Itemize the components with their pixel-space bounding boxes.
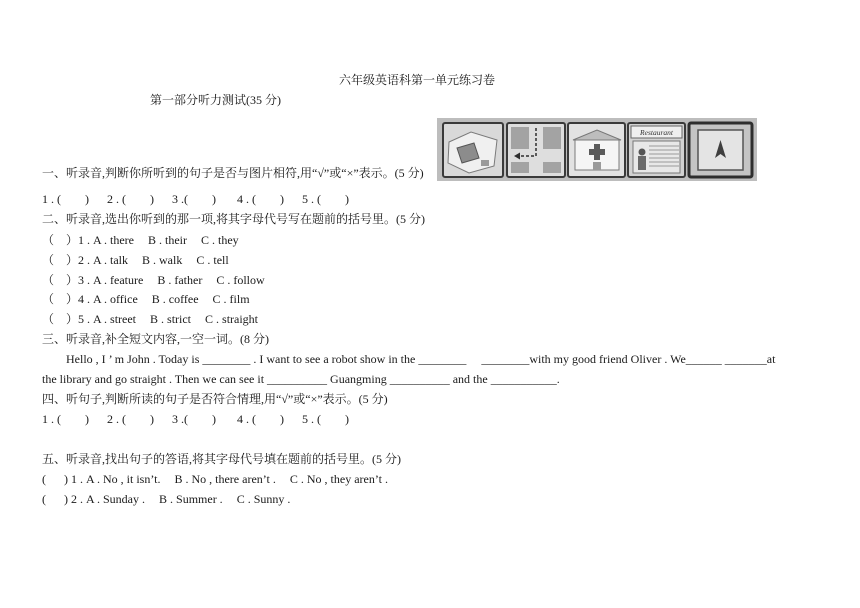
option-b: B . father bbox=[157, 273, 203, 287]
question-row bbox=[42, 471, 388, 487]
option-c: C . film bbox=[212, 292, 250, 306]
section1-header bbox=[42, 165, 424, 181]
option-a: A . office bbox=[93, 292, 138, 306]
option-a: A . talk bbox=[93, 253, 129, 267]
answer-bracket: （ ） bbox=[42, 233, 79, 247]
answer-blank: 4 . ( ) bbox=[237, 412, 284, 426]
question-number: 1 . bbox=[78, 233, 91, 247]
answer-bracket: （ ） bbox=[42, 253, 79, 267]
answer-blank: 3 .( ) bbox=[172, 192, 216, 206]
answer-blank: 1 . ( ) bbox=[42, 412, 89, 426]
section2-header-text: 二、听录音,选出你听到的那一项,将其字母代号写在题前的括号里。(5 分) bbox=[42, 212, 425, 226]
answer-blank: 5 . ( ) bbox=[302, 192, 349, 206]
page-title-text: 六年级英语科第一单元练习卷 bbox=[339, 73, 496, 87]
question-row bbox=[42, 291, 250, 307]
answer-blank: 5 . ( ) bbox=[302, 412, 349, 426]
option-a: A . feature bbox=[93, 273, 144, 287]
map-icon bbox=[443, 123, 503, 177]
option-b: B . Summer . bbox=[159, 492, 223, 506]
question-row bbox=[42, 272, 265, 288]
option-a: A . street bbox=[93, 312, 137, 326]
restaurant-icon bbox=[628, 123, 685, 177]
page-title bbox=[339, 72, 495, 88]
compass-map-icon bbox=[689, 123, 752, 177]
section4-header-text: 四、听句子,判断所读的句子是否符合情理,用“√”或“×”表示。(5 分) bbox=[42, 392, 388, 406]
section3-header bbox=[42, 331, 269, 347]
hospital-icon bbox=[568, 123, 625, 177]
answer-bracket: （ ） bbox=[42, 292, 79, 306]
section4-answers bbox=[42, 411, 367, 427]
question-row bbox=[42, 491, 290, 507]
option-b: B . strict bbox=[150, 312, 192, 326]
answer-bracket: ( ) bbox=[42, 472, 68, 486]
cloze-text: the library and go straight . Then we can see it __________ Guangming __________ and the ___________. bbox=[42, 372, 560, 386]
part-title-text: 第一部分听力测试(35 分) bbox=[150, 93, 281, 107]
option-c: C . No , they aren’t . bbox=[289, 472, 388, 486]
question-number: 2 . bbox=[71, 492, 83, 506]
option-a: A . Sunday . bbox=[86, 492, 146, 506]
question-number: 1 . bbox=[71, 472, 83, 486]
option-c: C . tell bbox=[196, 253, 229, 267]
question-number: 2 . bbox=[78, 253, 91, 267]
option-b: B . their bbox=[148, 233, 188, 247]
question-number: 5 . bbox=[78, 312, 91, 326]
option-b: B . coffee bbox=[151, 292, 199, 306]
listening-pictures bbox=[437, 118, 757, 181]
answer-blank: 2 . ( ) bbox=[107, 192, 154, 206]
route-arrow-icon bbox=[507, 123, 565, 177]
option-c: C . they bbox=[201, 233, 239, 247]
restaurant-sign-text: Restaurant bbox=[640, 128, 673, 137]
option-a: A . there bbox=[93, 233, 135, 247]
section4-header bbox=[42, 391, 388, 407]
section5-header bbox=[42, 451, 401, 467]
answer-bracket: ( ) bbox=[42, 492, 68, 506]
question-row bbox=[42, 252, 229, 268]
question-row bbox=[42, 232, 239, 248]
answer-blank: 3 .( ) bbox=[172, 412, 216, 426]
section1-header-text: 一、听录音,判断你所听到的句子是否与图片相符,用“√”或“×”表示。(5 分) bbox=[42, 166, 424, 180]
option-b: B . No , there aren’t . bbox=[174, 472, 276, 486]
section5-header-text: 五、听录音,找出句子的答语,将其字母代号填在题前的括号里。(5 分) bbox=[42, 452, 401, 466]
question-number: 4 . bbox=[78, 292, 91, 306]
answer-blank: 4 . ( ) bbox=[237, 192, 284, 206]
cloze-line-2 bbox=[42, 371, 560, 387]
question-row bbox=[42, 311, 258, 327]
answer-blank: 1 . ( ) bbox=[42, 192, 89, 206]
answer-blank: 2 . ( ) bbox=[107, 412, 154, 426]
answer-bracket: （ ） bbox=[42, 273, 79, 287]
cloze-line-1 bbox=[66, 351, 775, 367]
option-c: C . straight bbox=[205, 312, 259, 326]
section3-header-text: 三、听录音,补全短文内容,一空一词。(8 分) bbox=[42, 332, 269, 346]
option-b: B . walk bbox=[142, 253, 183, 267]
option-a: A . No , it isn’t. bbox=[86, 472, 161, 486]
cloze-text: Hello , I ’ m John . Today is ________ . I want to see a robot show in the ________ ________with my good friend Oliver . We______ _______at bbox=[66, 352, 776, 366]
question-number: 3 . bbox=[78, 273, 91, 287]
option-c: C . Sunny . bbox=[236, 492, 291, 506]
part-title bbox=[150, 92, 281, 108]
option-c: C . follow bbox=[216, 273, 265, 287]
section2-header bbox=[42, 211, 425, 227]
section1-answers bbox=[42, 191, 367, 207]
answer-bracket: （ ） bbox=[42, 312, 79, 326]
